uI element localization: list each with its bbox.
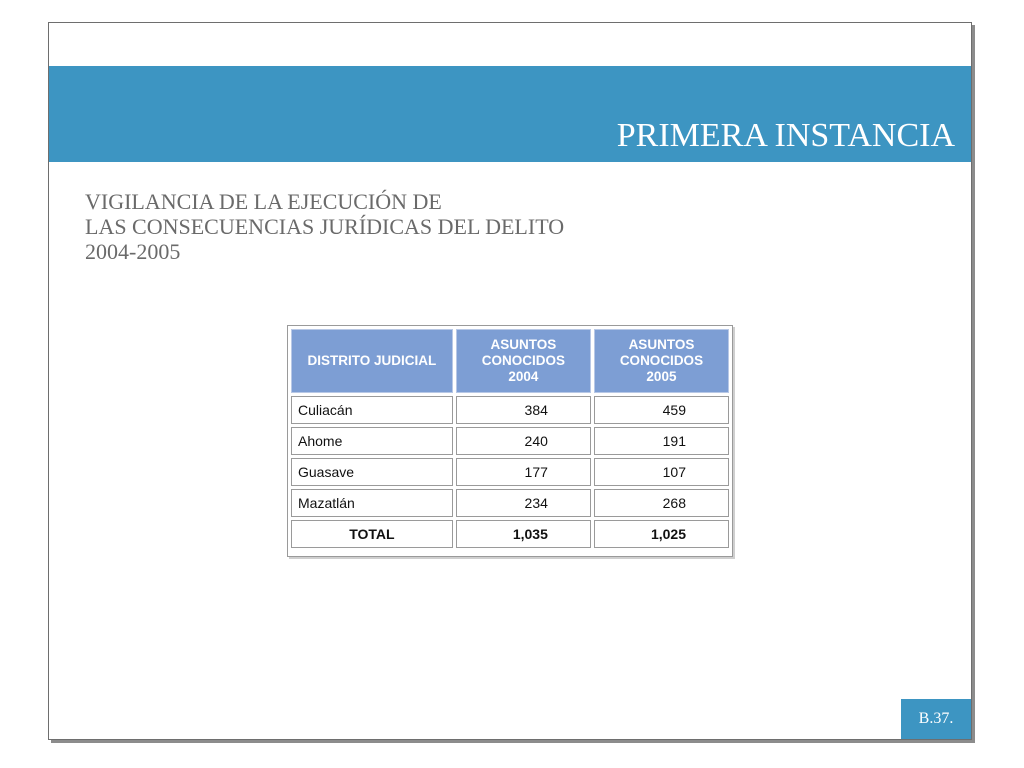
district-cell: Mazatlán: [291, 489, 453, 517]
header-2005-line-1: ASUNTOS: [628, 337, 695, 352]
total-label-cell: TOTAL: [291, 520, 453, 548]
table-total-row: [291, 520, 729, 548]
value-2005-cell: 459: [594, 396, 729, 424]
header-asuntos-2004: [456, 329, 591, 393]
table-row: [291, 458, 729, 486]
header-2004-line-1: ASUNTOS: [490, 337, 557, 352]
total-2004-cell: 1,035: [456, 520, 591, 548]
subtitle-line-1: VIGILANCIA DE LA EJECUCIÓN DE: [85, 189, 442, 214]
value-2004-cell: 240: [456, 427, 591, 455]
table-row: [291, 427, 729, 455]
value-2005-cell: 268: [594, 489, 729, 517]
page-number-badge: B.37.: [901, 699, 971, 739]
value-2005-cell: 107: [594, 458, 729, 486]
value-2004-cell: 384: [456, 396, 591, 424]
total-2005-cell: 1,025: [594, 520, 729, 548]
subtitle-line-3: 2004-2005: [85, 239, 181, 264]
header-2005-line-3: 2005: [646, 369, 677, 384]
data-table: [288, 326, 732, 551]
table-row: [291, 489, 729, 517]
slide: [48, 22, 972, 740]
title-banner: [49, 66, 971, 162]
subtitle-line-2: LAS CONSECUENCIAS JURÍDICAS DEL DELITO: [85, 214, 565, 239]
value-2004-cell: 177: [456, 458, 591, 486]
value-2004-cell: 234: [456, 489, 591, 517]
value-2005-cell: 191: [594, 427, 729, 455]
header-2004-line-3: 2004: [508, 369, 539, 384]
table-row: [291, 396, 729, 424]
header-2004-line-2: CONOCIDOS: [481, 353, 565, 368]
header-asuntos-2005: [594, 329, 729, 393]
header-distrito-judicial: DISTRITO JUDICIAL: [291, 329, 453, 393]
header-2005-line-2: CONOCIDOS: [619, 353, 704, 368]
district-cell: Ahome: [291, 427, 453, 455]
page-title: PRIMERA INSTANCIA: [616, 117, 955, 154]
district-cell: Guasave: [291, 458, 453, 486]
table-header-row: [291, 329, 729, 393]
data-table-container: [287, 325, 733, 557]
district-cell: Culiacán: [291, 396, 453, 424]
section-subtitle: [85, 189, 564, 264]
